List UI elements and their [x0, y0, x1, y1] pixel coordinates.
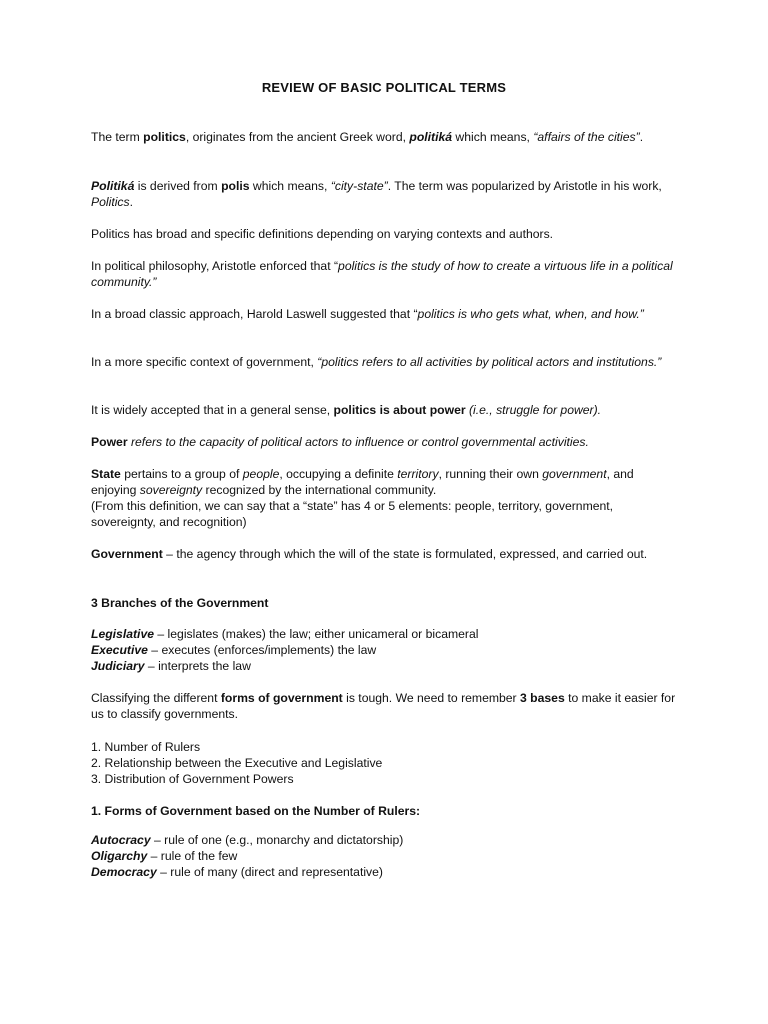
paragraph-aristotle: In political philosophy, Aristotle enforced that “politics is the study of how to create a virtuous life in a political community.” — [91, 259, 673, 289]
paragraph-definitions: Politics has broad and specific definitions depending on varying contexts and authors. — [91, 227, 554, 241]
list-bases: 1. Number of Rulers 2. Relationship between the Executive and Legislative 3. Distribution of Government Powers — [91, 740, 383, 786]
list-forms-by-rulers: Autocracy – rule of one (e.g., monarchy and dictatorship) Oligarchy – rule of the few Democracy – rule of many (direct and representative) — [91, 833, 404, 879]
paragraph-laswell: In a broad classic approach, Harold Laswell suggested that “politics is who gets what, when, and how.” — [91, 307, 644, 321]
paragraph-state: State pertains to a group of people, occupying a definite territory, running their own government, and enjoying sovereignty recognized by the international community. (From this definition, we can say that a “state” has 4 or 5 elements: people, territory, government, sovereignty, and recognition) — [91, 467, 634, 529]
paragraph-specific-context: In a more specific context of government, “politics refers to all activities by political actors and institutions.” — [91, 355, 662, 369]
document-title: REVIEW OF BASIC POLITICAL TERMS — [261, 80, 507, 95]
heading-number-of-rulers: 1. Forms of Government based on the Number of Rulers: — [91, 804, 421, 818]
paragraph-power-definition: Power refers to the capacity of political actors to influence or control governmental activities. — [91, 435, 589, 449]
list-branches: Legislative – legislates (makes) the law; either unicameral or bicameral Executive – executes (enforces/implements) the law Judiciary – interprets the law — [91, 627, 479, 673]
paragraph-politika: Politiká is derived from polis which means, “city-state”. The term was popularized by Aristotle in his work, Politics. — [91, 179, 662, 209]
heading-branches: 3 Branches of the Government — [91, 596, 269, 610]
paragraph-forms-of-government: Classifying the different forms of government is tough. We need to remember 3 bases to make it easier for us to classify governments. — [91, 691, 676, 721]
paragraph-government: Government – the agency through which the will of the state is formulated, expressed, and carried out. — [91, 547, 648, 561]
paragraph-power-struggle: It is widely accepted that in a general sense, politics is about power (i.e., struggle for power). — [91, 403, 602, 417]
paragraph-politics-origin: The term politics, originates from the ancient Greek word, politiká which means, “affairs of the cities”. — [91, 130, 644, 144]
